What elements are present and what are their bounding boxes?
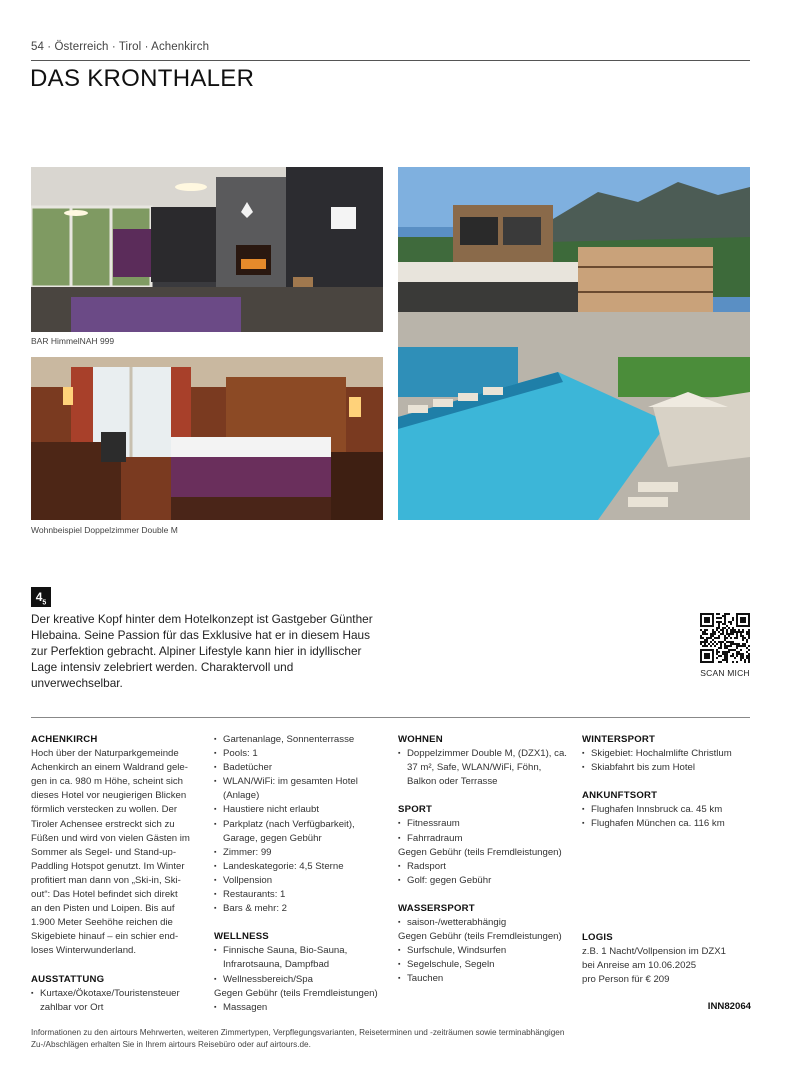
section-heading-logis: LOGIS [582,932,613,943]
text-line: out“: Das Hotel befindet sich direkt [31,889,178,901]
text-line: Paddling Hotspot genutzt. Im Winter [31,860,185,872]
section-heading-wintersport: WINTERSPORT [582,734,656,745]
list-item: ▪ Gartenanlage, Sonnenterrasse [214,733,389,747]
list-item: ▪ Kurtaxe/Ökotaxe/Touristensteuer zahlbar vor Ort [31,987,206,1015]
list-item: ▪ Wellnessbereich/Spa [214,973,389,987]
info-divider [31,717,750,718]
list-item: ▪ Zimmer: 99 [214,846,389,860]
logis-line: bei Anreise am 10.06.2025 [582,960,697,972]
section-heading-ankunftsort: ANKUNFTSORT [582,790,658,802]
column-ausstattung [214,733,389,1015]
section-heading-ausstattung: AUSSTATTUNG [31,973,105,985]
list-item: ▪ Skigebiet: Hochalmlifte Christlum [582,747,752,761]
list-item: ▪ Golf: gegen Gebühr [398,874,573,888]
hotel-pool-photo [398,167,750,520]
offer-code: INN82064 [707,1001,751,1012]
breadcrumb: 54 · Österreich · Tirol · Achenkirch [31,41,210,53]
qr-code[interactable] [700,613,750,663]
list-item: ▪ Vollpension [214,874,389,888]
fee-note: Gegen Gebühr (teils Fremdleistungen) [214,987,378,999]
list-item: ▪ Bars & mehr: 2 [214,902,389,916]
text-line: Sommer als Segel- und Stand-up- [31,846,177,858]
text-line: Tiroler Achensee erstreckt sich zu [31,818,175,830]
list-item: ▪ Skiabfahrt bis zum Hotel [582,761,752,775]
list-item: ▪ Landeskategorie: 4,5 Sterne [214,860,389,874]
logis-line: z.B. 1 Nacht/Vollpension im DZX1 [582,946,726,958]
text-line: profitiert man dann von „Ski-in, Ski- [31,874,181,886]
list-item: ▪ Doppelzimmer Double M, (DZX1), ca. 37 m², Safe, WLAN/WiFi, Föhn, Balkon oder Terrasse [398,747,573,789]
text-line: Skigebiete hinauf – ein schier end- [31,931,179,943]
fee-note: Gegen Gebühr (teils Fremdleistungen) [398,846,562,858]
achenkirch-text [31,747,206,958]
text-line: 1.900 Meter Seehöhe reichen die [31,917,173,929]
logis-line: pro Person für € 209 [582,974,670,986]
list-item: ▪ Radsport [398,860,573,874]
list-item: ▪ Massagen [214,1001,389,1015]
list-item: ▪ Parkplatz (nach Verfügbarkeit), Garage, gegen Gebühr [214,818,389,846]
page-title: DAS KRONTHALER [30,65,255,92]
intro-text: Der kreative Kopf hinter dem Hotelkonzept ist Gastgeber Günther Hlebaina. Seine Passion für das Exklusive hat er in diesem Haus zur Perfektion gebracht. Alpiner Lifestyle kann hier in idyllischer Lage intensiv zelebriert werden. Charaktervoll und unverwechselbar. [31,612,373,690]
list-item: ▪ Surfschule, Windsurfen [398,944,573,958]
bar-photo [31,167,383,332]
footnote: Informationen zu den airtours Mehrwerten, weiteren Zimmertypen, Verpflegungsvarianten, Reiseterminen und -zeiträumen sowie terminabhängigen Zu-/Abschlägen erhalten Sie in Ihrem airtours Reisebüro oder auf airtours.de. [31,1028,565,1049]
list-item: ▪ Flughafen München ca. 116 km [582,817,752,831]
section-heading-achenkirch: ACHENKIRCH [31,734,98,745]
text-line: dieses Hotel vor neugierigen Blicken [31,790,187,802]
list-item: ▪ Haustiere nicht erlaubt [214,803,389,817]
list-item: ▪ Segelschule, Segeln [398,958,573,972]
section-heading-wellness: WELLNESS [214,931,269,943]
list-item: ▪ Tauchen [398,972,573,986]
rating-badge: $4_5$ [31,587,51,607]
scan-label: SCAN MICH [700,668,750,678]
list-item: ▪ Fahrradraum [398,832,573,846]
list-item: ▪ Finnische Sauna, Bio-Sauna, Infrarotsauna, Dampfbad [214,944,389,972]
column-wohnen [398,733,573,987]
column-wintersport [582,733,752,832]
list-item: ▪ Restaurants: 1 [214,888,389,902]
room-photo [31,357,383,520]
list-item: ▪ Pools: 1 [214,747,389,761]
list-item: ▪ Badetücher [214,761,389,775]
title-divider [31,60,750,61]
fee-note: Gegen Gebühr (teils Fremdleistungen) [398,931,562,943]
room-photo-caption: Wohnbeispiel Doppelzimmer Double M [31,525,178,535]
list-item: ▪ WLAN/WiFi: im gesamten Hotel (Anlage) [214,775,389,803]
text-line: an den Pisten und Loipen. Bis auf [31,903,175,915]
list-item: ▪ Flughafen Innsbruck ca. 45 km [582,803,752,817]
text-line: loses Winterwunderland. [31,945,137,957]
text-line: förmlich verstecken zu wollen. Der [31,804,178,816]
text-line: Füßen und wird von vielen Gästen im [31,832,190,844]
logis-block [582,931,752,987]
section-heading-wassersport: WASSERSPORT [398,902,475,914]
bar-photo-caption: BAR HimmelNAH 999 [31,336,115,346]
text-line: gen in ca. 980 m Höhe, scheint sich [31,776,183,788]
list-item: ▪ saison-/wetterabhängig [398,916,573,930]
list-item: ▪ Fitnessraum [398,817,573,831]
column-achenkirch [31,733,206,1015]
section-heading-sport: SPORT [398,804,433,816]
section-heading-wohnen: WOHNEN [398,734,443,745]
text-line: Hoch über der Naturparkgemeinde [31,748,179,760]
text-line: Achenkirch an einem Waldrand gele- [31,762,188,774]
